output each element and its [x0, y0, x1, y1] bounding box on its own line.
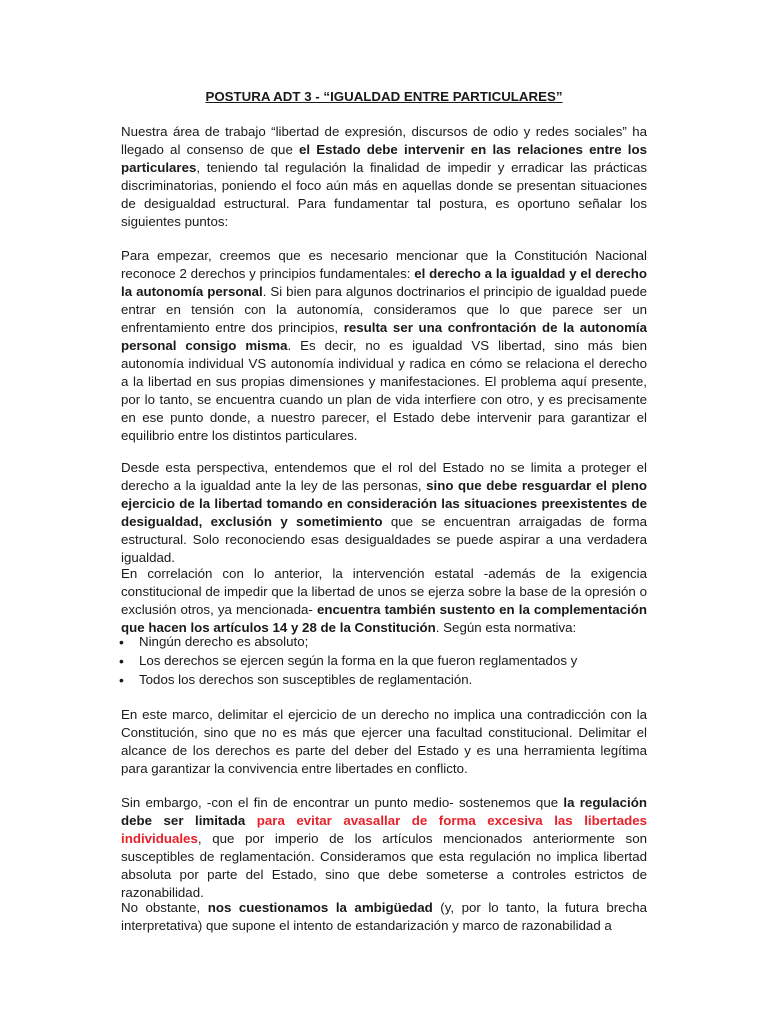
- text-run: . Si bien para algunos doctrinarios el principio de igualdad puede entrar en tensión con la autonomía, consideramos que lo que parece ser un enfrentamiento entre dos principios,: [121, 284, 648, 335]
- text-run: En este marco, delimitar el ejercicio de un derecho no implica una contradicción con la Constitución, sino que no es más que ejercer una facultad constitucional. Delimitar el alcance de los derechos es parte del deber del Estado y es una herramienta legítima para garantizar la convivencia entre libertades en conflicto.: [121, 707, 647, 776]
- bold-run: el Estado debe intervenir en las relaciones entre los particulares: [121, 142, 647, 175]
- paragraph-limited-regulation: [121, 794, 647, 902]
- paragraph-articles: [121, 565, 647, 637]
- bold-run: el derecho a la igualdad y el derecho la autonomía personal: [121, 266, 647, 299]
- text-run: , que por imperio de los artículos mencionados anteriormente son susceptibles de reglamentación. Consideramos que esta regulación no implica libertad absoluta por parte del Estado, sino que debe someterse a controles estrictos de razonabilidad.: [121, 831, 647, 900]
- text-run: En correlación con lo anterior, la intervención estatal -además de la exigencia constitucional de impedir que la libertad de unos se ejerza sobre la base de la opresión o exclusión otros, ya mencionada-: [121, 566, 647, 617]
- text-run: . Según esta normativa:: [435, 620, 577, 635]
- text-run: Nuestra área de trabajo “libertad de expresión, discursos de odio y redes sociales” ha llegado al consenso de que: [121, 124, 647, 157]
- highlighted-run: para evitar avasallar de forma excesiva las libertades individuales: [121, 813, 648, 846]
- paragraph-consensus: [121, 123, 647, 231]
- paragraph-state-role: [121, 459, 647, 567]
- bold-run: resulta ser una confrontación de la autonomía personal consigo misma: [121, 320, 647, 353]
- document-title: POSTURA ADT 3 - “IGUALDAD ENTRE PARTICULARES”: [205, 89, 563, 104]
- paragraph-principles: [121, 247, 647, 445]
- text-run: . Es decir, no es igualdad VS libertad, sino más bien autonomía individual VS autonomía individual y radica en cómo se relaciona el derecho a la libertad en sus propias dimensiones y manifestaciones. El problema aquí presente, por lo tanto, se encuentra cuando un plan de vida interfiere con otro, y es precisamente en ese punto donde, a nuestro parecer, el Estado debe intervenir para garantizar el equilibrio entre los distintos particulares.: [121, 338, 647, 443]
- text-run: que se encuentran arraigadas de forma estructural. Solo reconociendo esas desigualdades se puede aspirar a una verdadera igualdad.: [121, 514, 648, 565]
- text-run: Para empezar, creemos que es necesario mencionar que la Constitución Nacional reconoce 2 derechos y principios fundamentales:: [121, 248, 647, 281]
- text-run: (y, por lo tanto, la futura brecha interpretativa) que supone el intento de estandarización y marco de razonabilidad a: [121, 900, 648, 933]
- text-run: Desde esta perspectiva, entendemos que el rol del Estado no se limita a proteger el derecho a la igualdad ante la ley de las personas,: [121, 460, 647, 493]
- text-run: , teniendo tal regulación la finalidad de impedir y erradicar las prácticas discriminatorias, poniendo el foco aún más en aquellas donde se presentan situaciones de desigualdad estructural. Para fundamentar tal postura, es oportuno señalar los siguientes puntos:: [121, 160, 647, 229]
- bold-run: sino que debe resguardar el pleno ejercicio de la libertad tomando en consideración las situaciones preexistentes de desigualdad, exclusión y sometimiento: [121, 478, 647, 529]
- paragraph-ambiguity: [121, 899, 647, 935]
- bold-run: encuentra también sustento en la complementación que hacen los artículos 14 y 28 de la Constitución: [121, 602, 647, 635]
- bold-run: nos cuestionamos la ambigüedad: [207, 900, 433, 915]
- text-run: No obstante,: [121, 900, 208, 915]
- text-run: Sin embargo, -con el fin de encontrar un punto medio- sostenemos que: [121, 795, 564, 810]
- list-item: • Todos los derechos son susceptibles de reglamentación.: [121, 671, 647, 690]
- norms-list: [121, 633, 647, 690]
- list-item: • Ningún derecho es absoluto;: [121, 633, 647, 652]
- list-item: • Los derechos se ejercen según la forma en la que fueron reglamentados y: [121, 652, 647, 671]
- paragraph-framework: [121, 706, 647, 778]
- bold-run: la regulación debe ser limitada: [121, 795, 647, 828]
